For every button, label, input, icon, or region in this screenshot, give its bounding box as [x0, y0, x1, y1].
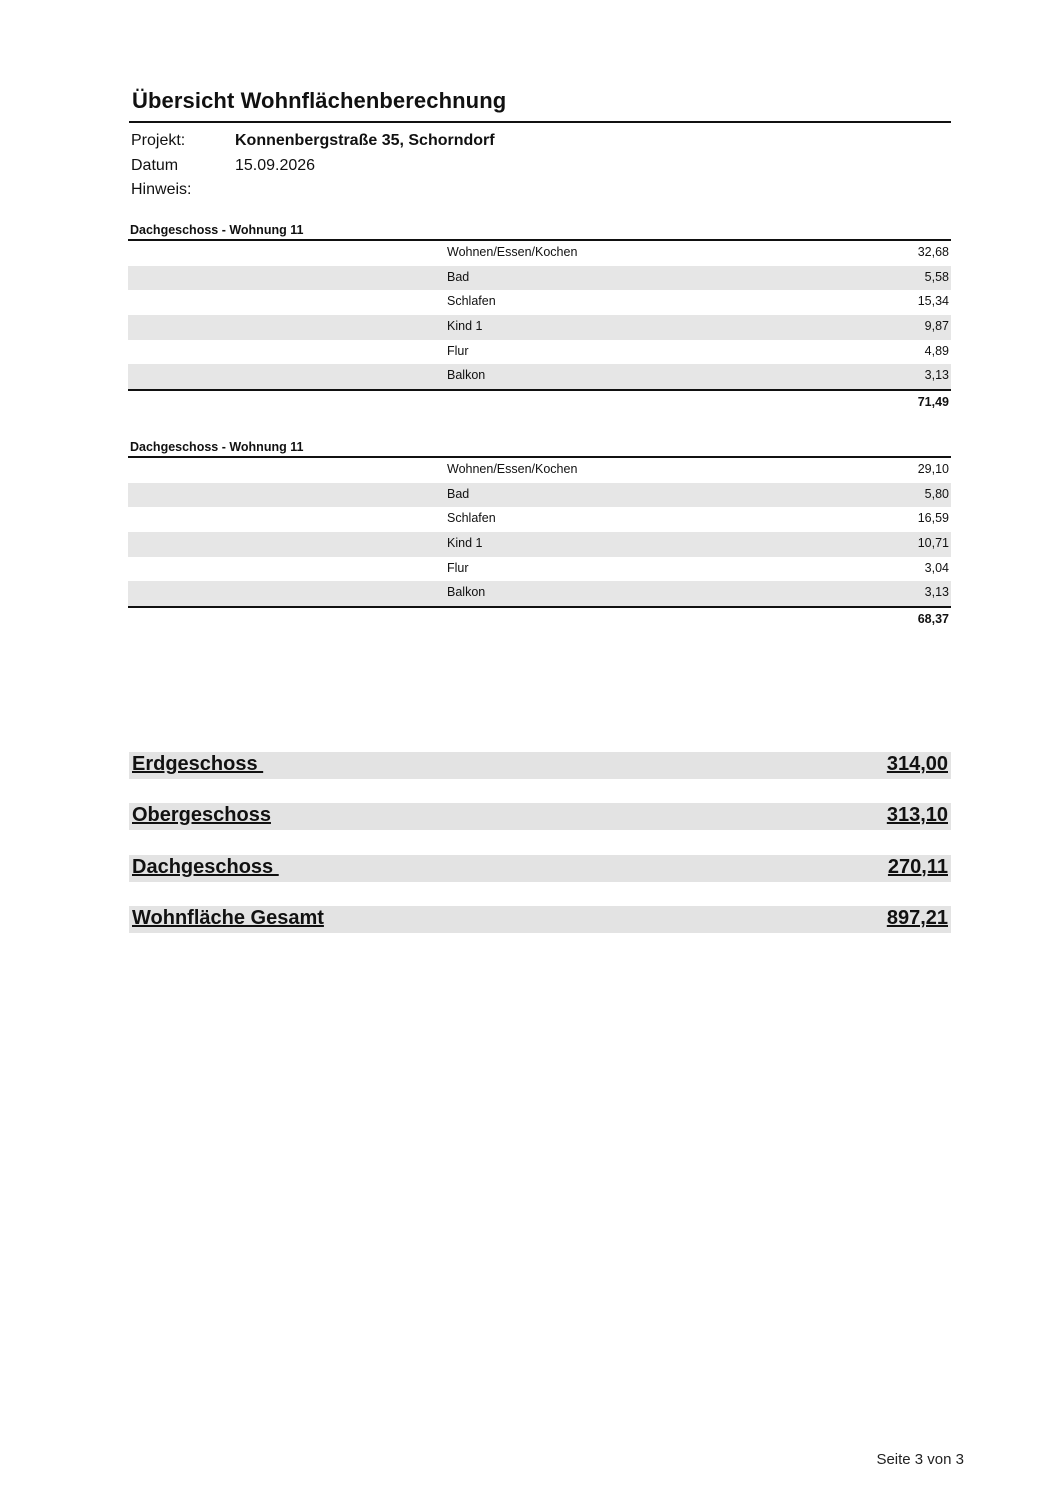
- room-name: Balkon: [447, 368, 486, 383]
- floor-totals: [129, 752, 951, 957]
- room-name: Wohnen/Essen/Kochen: [447, 462, 578, 476]
- room-area: 3,04: [924, 560, 949, 575]
- room-name: Balkon: [447, 585, 486, 600]
- total-value: 270,11: [887, 855, 948, 878]
- title-divider: [129, 121, 951, 123]
- room-area: 15,34: [917, 294, 949, 309]
- note-label: Hinweis:: [131, 181, 192, 198]
- room-name: Bad: [447, 269, 470, 284]
- total-row-erdgeschoss: [129, 752, 951, 779]
- table-row: [128, 458, 951, 483]
- room-area: 16,59: [917, 511, 949, 526]
- apartment-section-1: [128, 222, 951, 413]
- total-row-gesamt: [129, 906, 951, 933]
- table-row: [128, 340, 951, 365]
- room-area: 4,89: [924, 343, 949, 358]
- apartment-section-2: [128, 439, 951, 630]
- table-row: [128, 290, 951, 315]
- room-name: Flur: [447, 343, 469, 358]
- total-label: Obergeschoss: [132, 804, 271, 827]
- room-area: 32,68: [917, 245, 949, 259]
- total-row-dachgeschoss: [129, 855, 951, 882]
- room-area: 3,13: [924, 368, 949, 383]
- date-value: 15.09.2026: [235, 157, 316, 174]
- table-row: [128, 581, 951, 606]
- total-label: Erdgeschoss: [132, 753, 264, 775]
- total-value: 314,00: [886, 753, 948, 775]
- table-row: [128, 364, 951, 389]
- table-row: [128, 315, 951, 340]
- project-label: Projekt:: [131, 132, 186, 149]
- date-label: Datum: [131, 157, 179, 174]
- room-area: 10,71: [917, 536, 949, 551]
- total-label: Wohnfläche Gesamt: [132, 906, 324, 929]
- section-title: Dachgeschoss - Wohnung 11: [130, 223, 304, 237]
- total-value: 897,21: [886, 906, 948, 929]
- room-name: Kind 1: [447, 319, 483, 334]
- room-name: Schlafen: [447, 294, 496, 309]
- room-name: Flur: [447, 560, 469, 575]
- page-number: Seite 3 von 3: [876, 1451, 964, 1468]
- table-row: [128, 266, 951, 291]
- room-name: Bad: [447, 486, 470, 501]
- room-area: 9,87: [924, 319, 949, 334]
- table-row: [128, 507, 951, 532]
- room-name: Kind 1: [447, 536, 483, 551]
- page-title: Übersicht Wohnflächenberechnung: [132, 88, 507, 113]
- total-label: Dachgeschoss: [132, 855, 279, 878]
- room-name: Wohnen/Essen/Kochen: [447, 245, 578, 259]
- section-title: Dachgeschoss - Wohnung 11: [130, 440, 304, 454]
- room-area: 3,13: [924, 585, 949, 600]
- total-value: 313,10: [886, 804, 948, 827]
- section-total: 71,49: [917, 395, 949, 410]
- table-row: [128, 241, 951, 266]
- room-area: 5,80: [924, 486, 949, 501]
- total-row-obergeschoss: [129, 803, 951, 830]
- room-area: 5,58: [924, 269, 949, 284]
- room-area: 29,10: [917, 462, 949, 476]
- project-value: Konnenbergstraße 35, Schorndorf: [235, 132, 495, 149]
- table-row: [128, 532, 951, 557]
- table-row: [128, 483, 951, 508]
- section-total: 68,37: [917, 612, 949, 627]
- room-name: Schlafen: [447, 511, 496, 526]
- table-row: [128, 557, 951, 582]
